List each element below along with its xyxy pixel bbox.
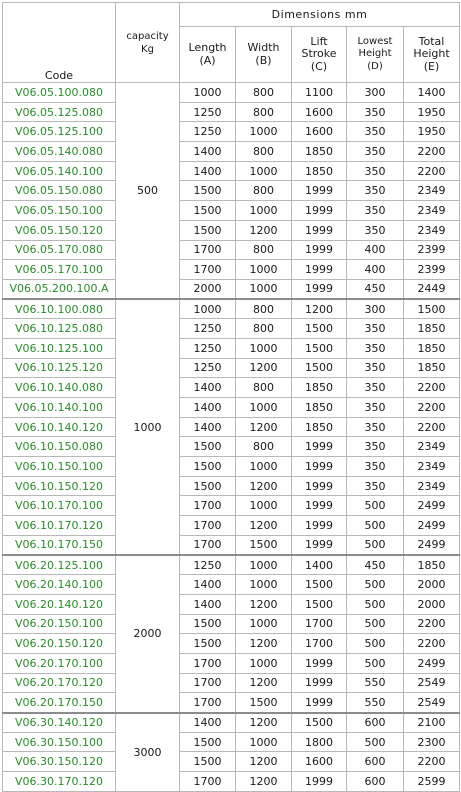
lift-cell: 1500 bbox=[292, 575, 347, 595]
product-code-cell: V06.05.125.080 bbox=[3, 102, 116, 122]
table-row bbox=[3, 555, 460, 575]
lift-header-line2: Stroke bbox=[301, 47, 337, 61]
product-code-cell: V06.10.140.100 bbox=[3, 398, 116, 418]
length-cell: 1000 bbox=[180, 83, 236, 103]
lift-cell: 1200 bbox=[292, 299, 347, 319]
lowest-header-line1: Lowest bbox=[357, 35, 393, 47]
lowest-cell: 600 bbox=[347, 713, 404, 733]
table-row bbox=[3, 181, 460, 201]
table-row bbox=[3, 161, 460, 181]
width-cell: 1200 bbox=[236, 476, 292, 496]
total-cell: 2200 bbox=[404, 398, 460, 418]
total-cell: 2200 bbox=[404, 161, 460, 181]
length-cell: 1250 bbox=[180, 319, 236, 339]
lift-cell: 1999 bbox=[292, 476, 347, 496]
length-cell: 1500 bbox=[180, 752, 236, 772]
lift-cell: 1999 bbox=[292, 693, 347, 713]
lift-cell: 1500 bbox=[292, 338, 347, 358]
width-cell: 1000 bbox=[236, 496, 292, 516]
length-cell: 1250 bbox=[180, 122, 236, 142]
lift-cell: 1999 bbox=[292, 201, 347, 221]
lowest-cell: 500 bbox=[347, 594, 404, 614]
width-cell: 1200 bbox=[236, 358, 292, 378]
lift-cell: 1999 bbox=[292, 260, 347, 280]
table-row bbox=[3, 752, 460, 772]
product-code-cell: V06.05.150.080 bbox=[3, 181, 116, 201]
lowest-cell: 550 bbox=[347, 673, 404, 693]
product-code-cell: V06.05.140.080 bbox=[3, 142, 116, 162]
total-cell: 2300 bbox=[404, 732, 460, 752]
total-cell: 2349 bbox=[404, 220, 460, 240]
total-cell: 2349 bbox=[404, 181, 460, 201]
width-cell: 1000 bbox=[236, 260, 292, 280]
dimensions-group-header: Dimensions mm bbox=[180, 3, 460, 27]
width-cell: 1000 bbox=[236, 457, 292, 477]
product-code-cell: V06.05.150.120 bbox=[3, 220, 116, 240]
table-row bbox=[3, 338, 460, 358]
lift-cell: 1999 bbox=[292, 496, 347, 516]
total-cell: 2399 bbox=[404, 260, 460, 280]
capacity-cell: 500 bbox=[116, 83, 180, 300]
capacity-column-header bbox=[116, 3, 180, 83]
table-body bbox=[3, 83, 460, 792]
lift-cell: 1400 bbox=[292, 555, 347, 575]
capacity-cell: 1000 bbox=[116, 299, 180, 555]
lowest-cell: 500 bbox=[347, 732, 404, 752]
product-code-cell: V06.30.150.120 bbox=[3, 752, 116, 772]
total-header-line3: (E) bbox=[423, 59, 440, 73]
product-code-cell: V06.20.150.120 bbox=[3, 634, 116, 654]
specification-table bbox=[2, 2, 460, 792]
product-code-cell: V06.10.125.120 bbox=[3, 358, 116, 378]
product-code-cell: V06.05.200.100.A bbox=[3, 279, 116, 299]
width-cell: 800 bbox=[236, 378, 292, 398]
product-code-cell: V06.20.150.100 bbox=[3, 614, 116, 634]
total-height-column-header bbox=[404, 27, 460, 83]
table-row bbox=[3, 378, 460, 398]
total-cell: 2100 bbox=[404, 713, 460, 733]
lowest-cell: 500 bbox=[347, 653, 404, 673]
lift-cell: 1999 bbox=[292, 437, 347, 457]
product-code-cell: V06.10.140.120 bbox=[3, 417, 116, 437]
lowest-cell: 350 bbox=[347, 122, 404, 142]
lowest-cell: 350 bbox=[347, 398, 404, 418]
total-cell: 2499 bbox=[404, 653, 460, 673]
product-code-cell: V06.30.170.120 bbox=[3, 772, 116, 792]
lowest-cell: 500 bbox=[347, 575, 404, 595]
lowest-cell: 500 bbox=[347, 634, 404, 654]
product-code-cell: V06.05.170.080 bbox=[3, 240, 116, 260]
lift-cell: 1999 bbox=[292, 240, 347, 260]
product-code-cell: V06.10.150.100 bbox=[3, 457, 116, 477]
lift-cell: 1850 bbox=[292, 417, 347, 437]
total-cell: 2200 bbox=[404, 142, 460, 162]
table-row bbox=[3, 772, 460, 792]
total-cell: 2000 bbox=[404, 594, 460, 614]
total-cell: 2399 bbox=[404, 240, 460, 260]
total-cell: 1850 bbox=[404, 319, 460, 339]
width-cell: 1200 bbox=[236, 516, 292, 536]
lift-cell: 1500 bbox=[292, 319, 347, 339]
product-code-cell: V06.20.140.100 bbox=[3, 575, 116, 595]
lowest-height-column-header bbox=[347, 27, 404, 83]
total-cell: 2549 bbox=[404, 673, 460, 693]
lift-cell: 1850 bbox=[292, 378, 347, 398]
lift-cell: 1700 bbox=[292, 634, 347, 654]
lift-cell: 1850 bbox=[292, 161, 347, 181]
lowest-cell: 300 bbox=[347, 83, 404, 103]
lift-cell: 1850 bbox=[292, 142, 347, 162]
width-cell: 1200 bbox=[236, 594, 292, 614]
length-cell: 1700 bbox=[180, 240, 236, 260]
width-cell: 1000 bbox=[236, 555, 292, 575]
lowest-header-line2: Height bbox=[358, 48, 392, 60]
length-cell: 1700 bbox=[180, 693, 236, 713]
lowest-cell: 600 bbox=[347, 772, 404, 792]
table-row bbox=[3, 594, 460, 614]
width-cell: 1200 bbox=[236, 752, 292, 772]
lift-cell: 1100 bbox=[292, 83, 347, 103]
spec-table-container bbox=[2, 2, 460, 792]
length-cell: 1400 bbox=[180, 161, 236, 181]
lowest-cell: 350 bbox=[347, 181, 404, 201]
capacity-header-line1: capacity bbox=[126, 30, 169, 42]
lift-cell: 1800 bbox=[292, 732, 347, 752]
product-code-cell: V06.10.170.150 bbox=[3, 535, 116, 555]
width-cell: 1000 bbox=[236, 161, 292, 181]
width-cell: 1000 bbox=[236, 398, 292, 418]
product-code-cell: V06.20.170.150 bbox=[3, 693, 116, 713]
product-code-cell: V06.10.100.080 bbox=[3, 299, 116, 319]
total-cell: 2000 bbox=[404, 575, 460, 595]
length-cell: 1400 bbox=[180, 713, 236, 733]
table-row bbox=[3, 142, 460, 162]
lift-cell: 1999 bbox=[292, 516, 347, 536]
lift-cell: 1600 bbox=[292, 752, 347, 772]
table-row bbox=[3, 535, 460, 555]
product-code-cell: V06.20.125.100 bbox=[3, 555, 116, 575]
code-column-header: Code bbox=[3, 3, 116, 83]
table-row bbox=[3, 220, 460, 240]
table-row bbox=[3, 417, 460, 437]
length-cell: 1700 bbox=[180, 535, 236, 555]
table-row bbox=[3, 201, 460, 221]
length-cell: 1400 bbox=[180, 378, 236, 398]
product-code-cell: V06.20.170.120 bbox=[3, 673, 116, 693]
lift-stroke-column-header bbox=[292, 27, 347, 83]
lowest-cell: 350 bbox=[347, 201, 404, 221]
lowest-cell: 300 bbox=[347, 299, 404, 319]
length-cell: 1400 bbox=[180, 594, 236, 614]
length-cell: 1400 bbox=[180, 142, 236, 162]
table-row bbox=[3, 634, 460, 654]
length-cell: 1700 bbox=[180, 653, 236, 673]
table-row bbox=[3, 693, 460, 713]
width-cell: 800 bbox=[236, 181, 292, 201]
length-cell: 1700 bbox=[180, 260, 236, 280]
width-header-line1: Width bbox=[247, 41, 280, 54]
lowest-cell: 450 bbox=[347, 555, 404, 575]
total-cell: 2349 bbox=[404, 457, 460, 477]
width-cell: 1000 bbox=[236, 732, 292, 752]
length-cell: 1500 bbox=[180, 614, 236, 634]
width-cell: 1200 bbox=[236, 772, 292, 792]
length-column-header bbox=[180, 27, 236, 83]
lowest-cell: 350 bbox=[347, 378, 404, 398]
product-code-cell: V06.30.140.120 bbox=[3, 713, 116, 733]
length-cell: 1500 bbox=[180, 437, 236, 457]
lift-cell: 1999 bbox=[292, 653, 347, 673]
lowest-cell: 400 bbox=[347, 260, 404, 280]
lowest-cell: 350 bbox=[347, 338, 404, 358]
lift-cell: 1600 bbox=[292, 102, 347, 122]
table-row bbox=[3, 102, 460, 122]
lowest-cell: 550 bbox=[347, 693, 404, 713]
width-cell: 1000 bbox=[236, 279, 292, 299]
width-cell: 1000 bbox=[236, 338, 292, 358]
table-row bbox=[3, 437, 460, 457]
length-cell: 1400 bbox=[180, 417, 236, 437]
table-row bbox=[3, 122, 460, 142]
lowest-cell: 500 bbox=[347, 535, 404, 555]
width-cell: 800 bbox=[236, 142, 292, 162]
lowest-header-line3: (D) bbox=[367, 60, 383, 72]
length-cell: 1500 bbox=[180, 634, 236, 654]
total-cell: 1400 bbox=[404, 83, 460, 103]
lowest-cell: 500 bbox=[347, 614, 404, 634]
lowest-cell: 350 bbox=[347, 142, 404, 162]
lowest-cell: 500 bbox=[347, 496, 404, 516]
width-cell: 1000 bbox=[236, 653, 292, 673]
total-header-line2: Height bbox=[413, 47, 450, 61]
lowest-cell: 350 bbox=[347, 417, 404, 437]
header-row-top bbox=[3, 3, 460, 27]
table-row bbox=[3, 240, 460, 260]
table-row bbox=[3, 457, 460, 477]
width-cell: 800 bbox=[236, 437, 292, 457]
table-row bbox=[3, 516, 460, 536]
total-cell: 2499 bbox=[404, 535, 460, 555]
lift-header-line1: Lift bbox=[310, 34, 328, 48]
length-cell: 1500 bbox=[180, 201, 236, 221]
product-code-cell: V06.30.150.100 bbox=[3, 732, 116, 752]
product-code-cell: V06.10.140.080 bbox=[3, 378, 116, 398]
width-cell: 1200 bbox=[236, 713, 292, 733]
table-row bbox=[3, 496, 460, 516]
length-cell: 1250 bbox=[180, 555, 236, 575]
product-code-cell: V06.05.140.100 bbox=[3, 161, 116, 181]
table-row bbox=[3, 299, 460, 319]
lowest-cell: 500 bbox=[347, 516, 404, 536]
table-row bbox=[3, 398, 460, 418]
lowest-cell: 350 bbox=[347, 358, 404, 378]
lowest-cell: 350 bbox=[347, 476, 404, 496]
length-cell: 2000 bbox=[180, 279, 236, 299]
width-cell: 1000 bbox=[236, 614, 292, 634]
table-row bbox=[3, 279, 460, 299]
total-cell: 1950 bbox=[404, 122, 460, 142]
table-row bbox=[3, 575, 460, 595]
product-code-cell: V06.10.125.100 bbox=[3, 338, 116, 358]
lift-cell: 1600 bbox=[292, 122, 347, 142]
width-cell: 1000 bbox=[236, 575, 292, 595]
total-cell: 1850 bbox=[404, 358, 460, 378]
total-cell: 2200 bbox=[404, 378, 460, 398]
width-cell: 1000 bbox=[236, 122, 292, 142]
total-cell: 2200 bbox=[404, 634, 460, 654]
width-cell: 1500 bbox=[236, 535, 292, 555]
product-code-cell: V06.10.150.120 bbox=[3, 476, 116, 496]
total-cell: 2349 bbox=[404, 437, 460, 457]
lift-cell: 1999 bbox=[292, 279, 347, 299]
product-code-cell: V06.10.150.080 bbox=[3, 437, 116, 457]
lowest-cell: 400 bbox=[347, 240, 404, 260]
length-cell: 1400 bbox=[180, 575, 236, 595]
product-code-cell: V06.05.100.080 bbox=[3, 83, 116, 103]
table-header bbox=[3, 3, 460, 83]
total-header-line1: Total bbox=[418, 34, 445, 48]
table-row bbox=[3, 476, 460, 496]
length-cell: 1700 bbox=[180, 673, 236, 693]
capacity-cell: 2000 bbox=[116, 555, 180, 713]
lowest-cell: 350 bbox=[347, 220, 404, 240]
total-cell: 2549 bbox=[404, 693, 460, 713]
total-cell: 2349 bbox=[404, 201, 460, 221]
width-cell: 800 bbox=[236, 83, 292, 103]
length-cell: 1500 bbox=[180, 457, 236, 477]
lowest-cell: 350 bbox=[347, 457, 404, 477]
lowest-cell: 600 bbox=[347, 752, 404, 772]
width-cell: 1200 bbox=[236, 220, 292, 240]
lowest-cell: 450 bbox=[347, 279, 404, 299]
product-code-cell: V06.05.170.100 bbox=[3, 260, 116, 280]
length-cell: 1400 bbox=[180, 398, 236, 418]
width-cell: 800 bbox=[236, 102, 292, 122]
product-code-cell: V06.10.170.120 bbox=[3, 516, 116, 536]
table-row bbox=[3, 673, 460, 693]
width-cell: 1200 bbox=[236, 673, 292, 693]
product-code-cell: V06.05.125.100 bbox=[3, 122, 116, 142]
width-header-line2: (B) bbox=[255, 53, 272, 67]
total-cell: 2599 bbox=[404, 772, 460, 792]
width-cell: 1500 bbox=[236, 693, 292, 713]
total-cell: 2349 bbox=[404, 476, 460, 496]
lift-cell: 1500 bbox=[292, 594, 347, 614]
width-cell: 800 bbox=[236, 319, 292, 339]
capacity-header-line2: Kg bbox=[141, 43, 154, 55]
product-code-cell: V06.05.150.100 bbox=[3, 201, 116, 221]
lift-cell: 1999 bbox=[292, 772, 347, 792]
lift-cell: 1999 bbox=[292, 220, 347, 240]
lift-cell: 1500 bbox=[292, 358, 347, 378]
table-row bbox=[3, 653, 460, 673]
total-cell: 1500 bbox=[404, 299, 460, 319]
length-cell: 1500 bbox=[180, 220, 236, 240]
table-row bbox=[3, 614, 460, 634]
table-row bbox=[3, 713, 460, 733]
lift-cell: 1999 bbox=[292, 673, 347, 693]
table-row bbox=[3, 319, 460, 339]
total-cell: 2449 bbox=[404, 279, 460, 299]
product-code-cell: V06.10.170.100 bbox=[3, 496, 116, 516]
length-cell: 1500 bbox=[180, 181, 236, 201]
length-cell: 1700 bbox=[180, 772, 236, 792]
length-header-line1: Length bbox=[188, 41, 227, 54]
width-cell: 1000 bbox=[236, 201, 292, 221]
product-code-cell: V06.20.170.100 bbox=[3, 653, 116, 673]
table-row bbox=[3, 358, 460, 378]
product-code-cell: V06.20.140.120 bbox=[3, 594, 116, 614]
width-column-header bbox=[236, 27, 292, 83]
lift-cell: 1999 bbox=[292, 457, 347, 477]
lowest-cell: 350 bbox=[347, 319, 404, 339]
lowest-cell: 350 bbox=[347, 161, 404, 181]
width-cell: 800 bbox=[236, 240, 292, 260]
lift-cell: 1999 bbox=[292, 535, 347, 555]
total-cell: 2200 bbox=[404, 752, 460, 772]
width-cell: 1200 bbox=[236, 417, 292, 437]
table-row bbox=[3, 260, 460, 280]
total-cell: 2499 bbox=[404, 496, 460, 516]
table-row bbox=[3, 732, 460, 752]
length-cell: 1700 bbox=[180, 496, 236, 516]
lift-header-line3: (C) bbox=[310, 59, 328, 73]
length-cell: 1500 bbox=[180, 732, 236, 752]
width-cell: 1200 bbox=[236, 634, 292, 654]
lowest-cell: 350 bbox=[347, 102, 404, 122]
total-cell: 1850 bbox=[404, 555, 460, 575]
total-cell: 2200 bbox=[404, 614, 460, 634]
length-cell: 1000 bbox=[180, 299, 236, 319]
capacity-cell: 3000 bbox=[116, 713, 180, 792]
lift-cell: 1999 bbox=[292, 181, 347, 201]
length-cell: 1250 bbox=[180, 338, 236, 358]
total-cell: 2499 bbox=[404, 516, 460, 536]
length-cell: 1500 bbox=[180, 476, 236, 496]
lift-cell: 1700 bbox=[292, 614, 347, 634]
lift-cell: 1850 bbox=[292, 398, 347, 418]
length-header-line2: (A) bbox=[199, 53, 216, 67]
product-code-cell: V06.10.125.080 bbox=[3, 319, 116, 339]
total-cell: 1850 bbox=[404, 338, 460, 358]
length-cell: 1700 bbox=[180, 516, 236, 536]
width-cell: 800 bbox=[236, 299, 292, 319]
total-cell: 2200 bbox=[404, 417, 460, 437]
lowest-cell: 350 bbox=[347, 437, 404, 457]
length-cell: 1250 bbox=[180, 102, 236, 122]
total-cell: 1950 bbox=[404, 102, 460, 122]
length-cell: 1250 bbox=[180, 358, 236, 378]
lift-cell: 1500 bbox=[292, 713, 347, 733]
table-row bbox=[3, 83, 460, 103]
